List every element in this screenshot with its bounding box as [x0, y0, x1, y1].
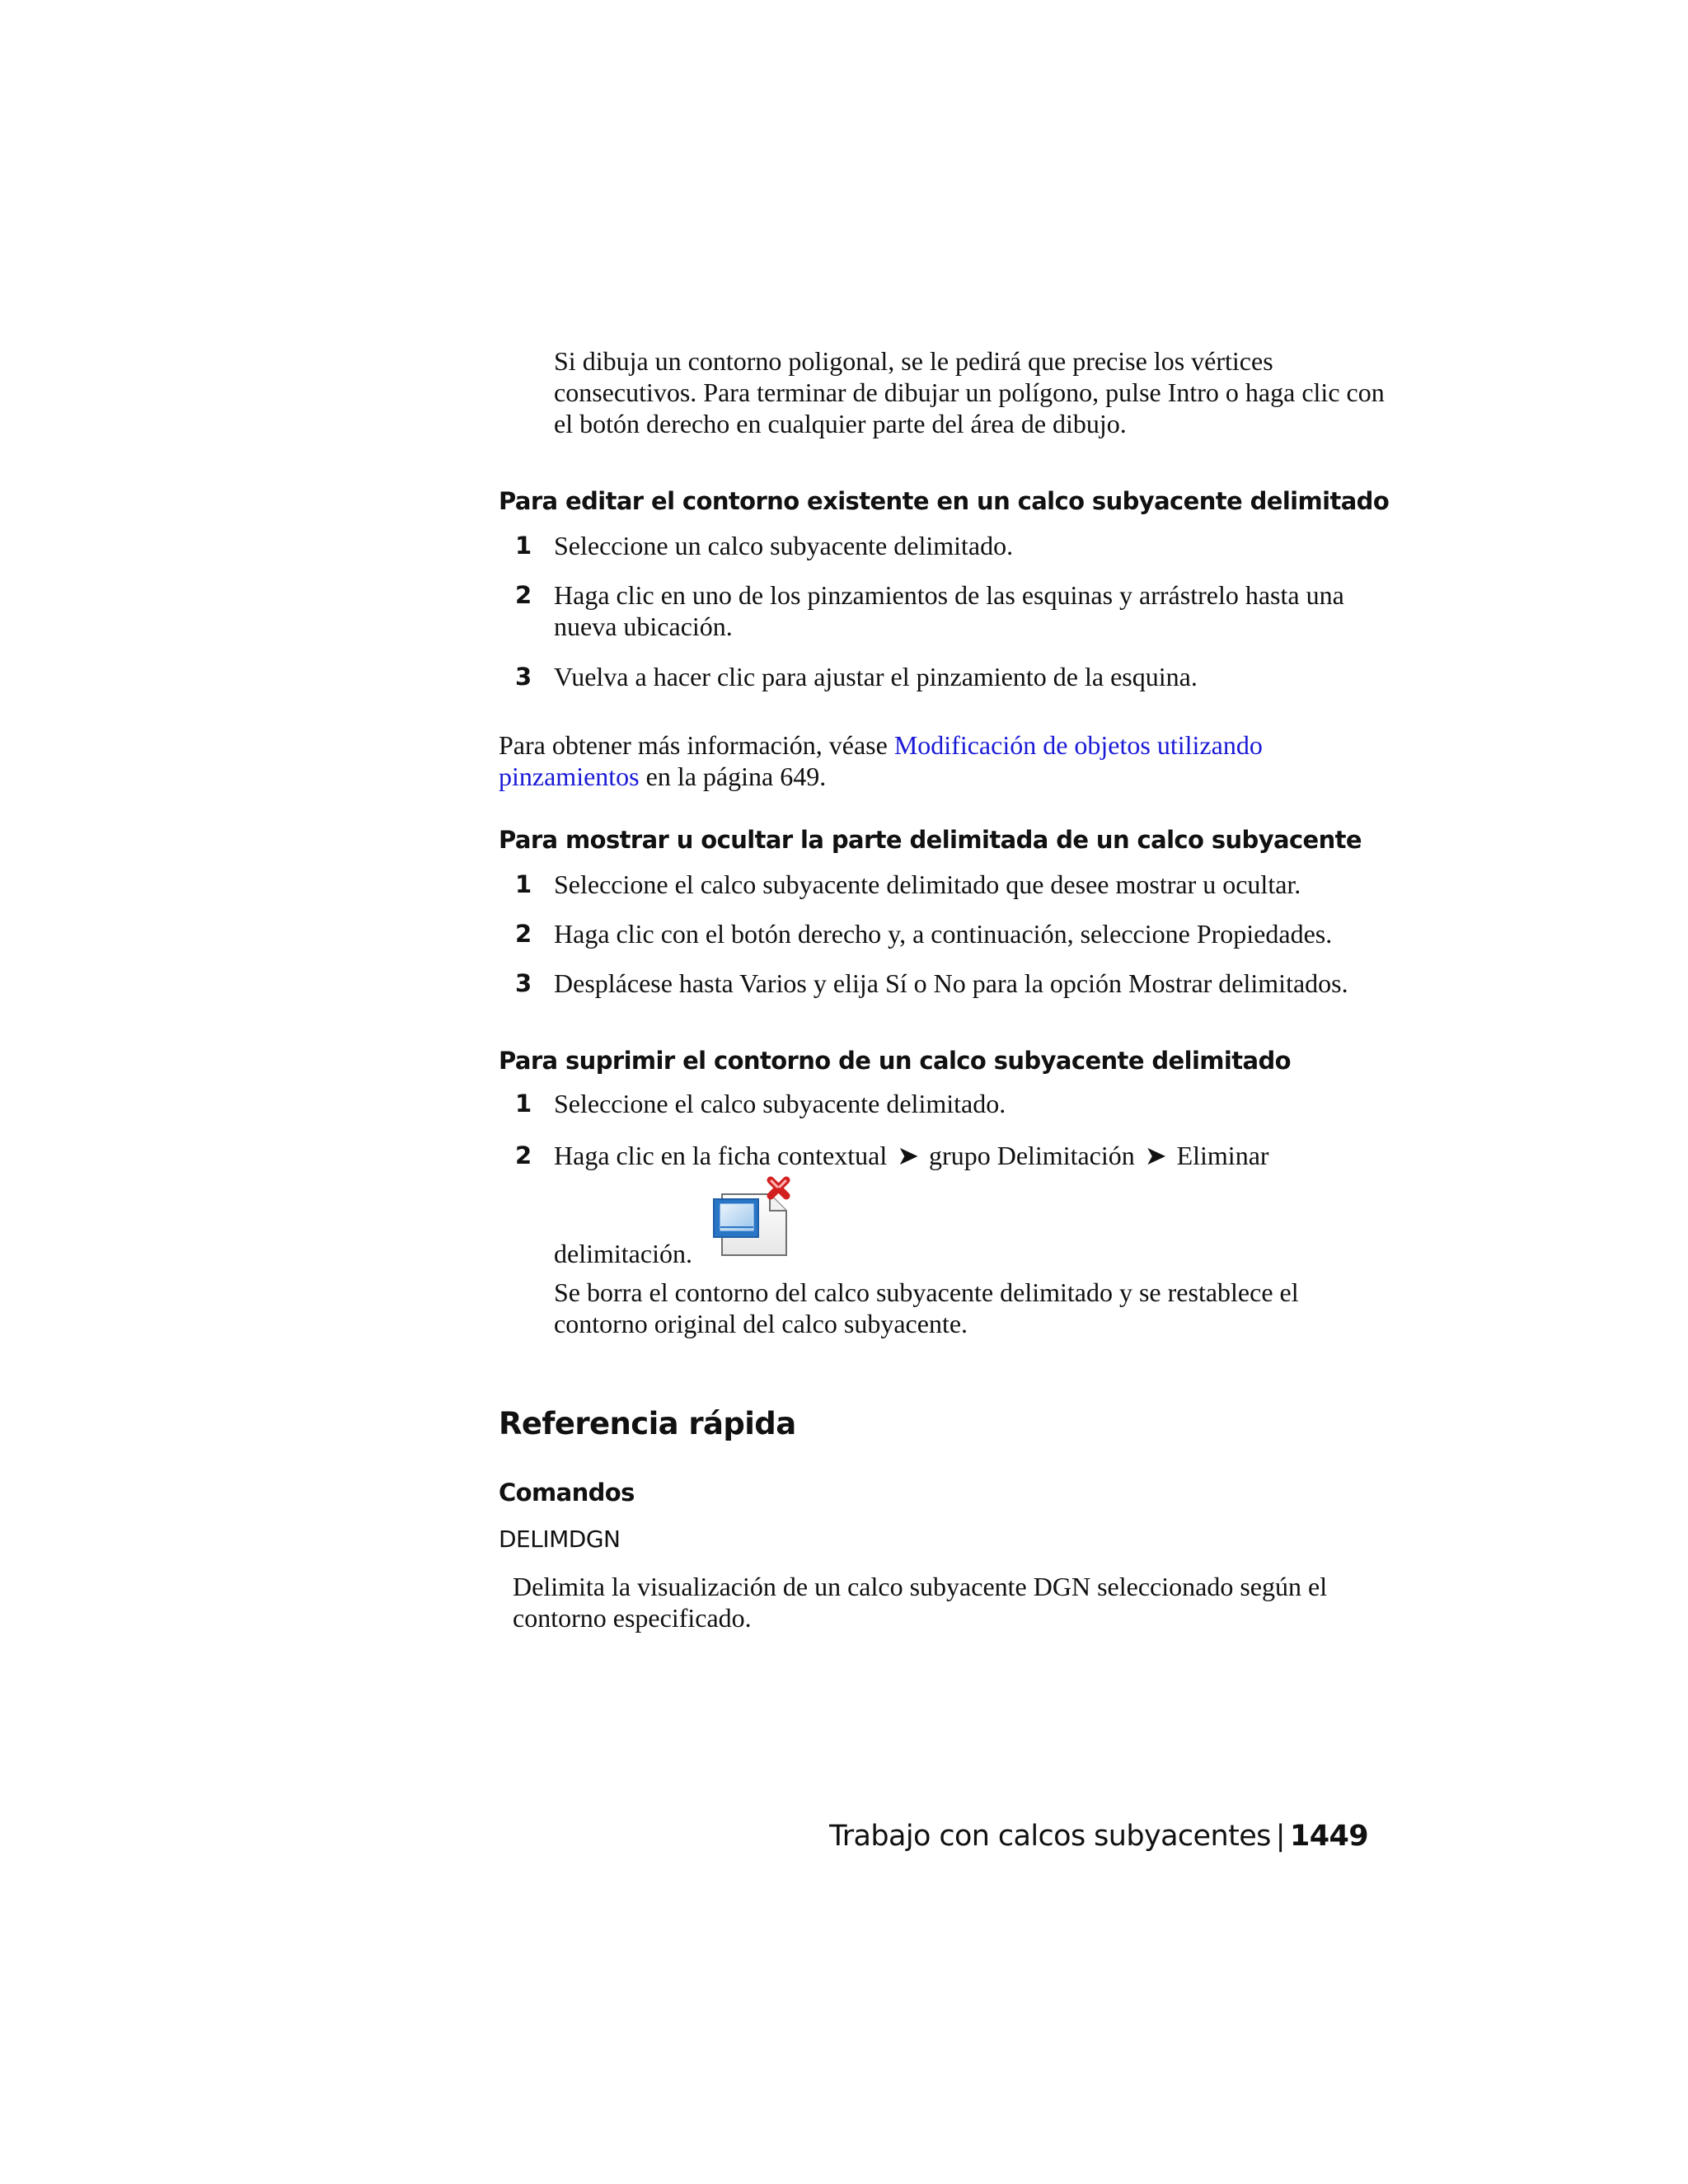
command-description: Delimita la visualización de un calco subyacente DGN seleccionado según el contorno especificado. [513, 1572, 1328, 1633]
command-name: DELIMDGN [499, 1526, 621, 1553]
step-text: Vuelva a hacer clic para ajustar el pinzamiento de la esquina. [554, 662, 1198, 691]
step-text: Seleccione un calco subyacente delimitado. [554, 531, 1014, 560]
step-text: Haga clic con el botón derecho y, a continuación, seleccione Propiedades. [554, 919, 1333, 949]
more-info-suffix: en la página 649. [639, 762, 827, 791]
step-number: 3 [515, 663, 532, 691]
step-number: 1 [515, 870, 532, 898]
section-heading-edit-boundary: Para editar el contorno existente en un calco subyacente delimitado [499, 487, 1390, 515]
page-number: 1449 [1289, 1820, 1368, 1853]
step-number: 2 [515, 920, 532, 948]
step-number: 2 [515, 581, 532, 609]
step-text: Seleccione el calco subyacente delimitado. [554, 1089, 1006, 1118]
intro-paragraph: Si dibuja un contorno poligonal, se le pedirá que precise los vértices consecutivos. Para terminar de dibujar un polígono, pulse Intro o haga clic con el botón derecho en cualquier parte del área de dibujo. [554, 346, 1385, 438]
step-number: 3 [515, 969, 532, 997]
ribbon-path-contextual-tab: Haga clic en la ficha contextual [554, 1141, 888, 1170]
step-number: 1 [515, 1090, 532, 1118]
arrow-right-icon: ➤ [1144, 1141, 1167, 1170]
step-number: 1 [515, 532, 532, 560]
section-heading-delete-boundary: Para suprimir el contorno de un calco subyacente delimitado [499, 1047, 1291, 1075]
quick-reference-title: Referencia rápida [499, 1406, 796, 1441]
footer-separator: | [1275, 1820, 1285, 1853]
step-text: Seleccione el calco subyacente delimitado que desee mostrar u ocultar. [554, 869, 1301, 899]
arrow-right-icon: ➤ [897, 1141, 920, 1170]
step-text: Haga clic en uno de los pinzamientos de las esquinas y arrástrelo hasta una nueva ubicación. [554, 580, 1344, 641]
chapter-title: Trabajo con calcos subyacentes [829, 1820, 1271, 1853]
grips-link[interactable]: Modificación de objetos utilizando pinzamientos [499, 730, 1263, 791]
step-number: 2 [515, 1141, 532, 1169]
ribbon-path-clip-panel: grupo Delimitación [929, 1141, 1135, 1170]
step-text [554, 1140, 1395, 1171]
step-text-continued: delimitación. [554, 1239, 692, 1268]
commands-heading: Comandos [499, 1479, 635, 1507]
step-text: Desplácese hasta Varios y elija Sí o No para la opción Mostrar delimitados. [554, 968, 1348, 998]
step-result: Se borra el contorno del calco subyacente delimitado y se restablece el contorno original del calco subyacente. [554, 1277, 1299, 1338]
ribbon-path-delete-clip: Eliminar [1176, 1141, 1269, 1170]
page-footer [829, 1818, 1368, 1854]
more-info-prefix: Para obtener más información, véase [499, 730, 894, 760]
more-info-paragraph [499, 729, 1372, 792]
delete-clip-icon [710, 1176, 796, 1258]
section-heading-show-hide: Para mostrar u ocultar la parte delimitada de un calco subyacente [499, 826, 1362, 854]
